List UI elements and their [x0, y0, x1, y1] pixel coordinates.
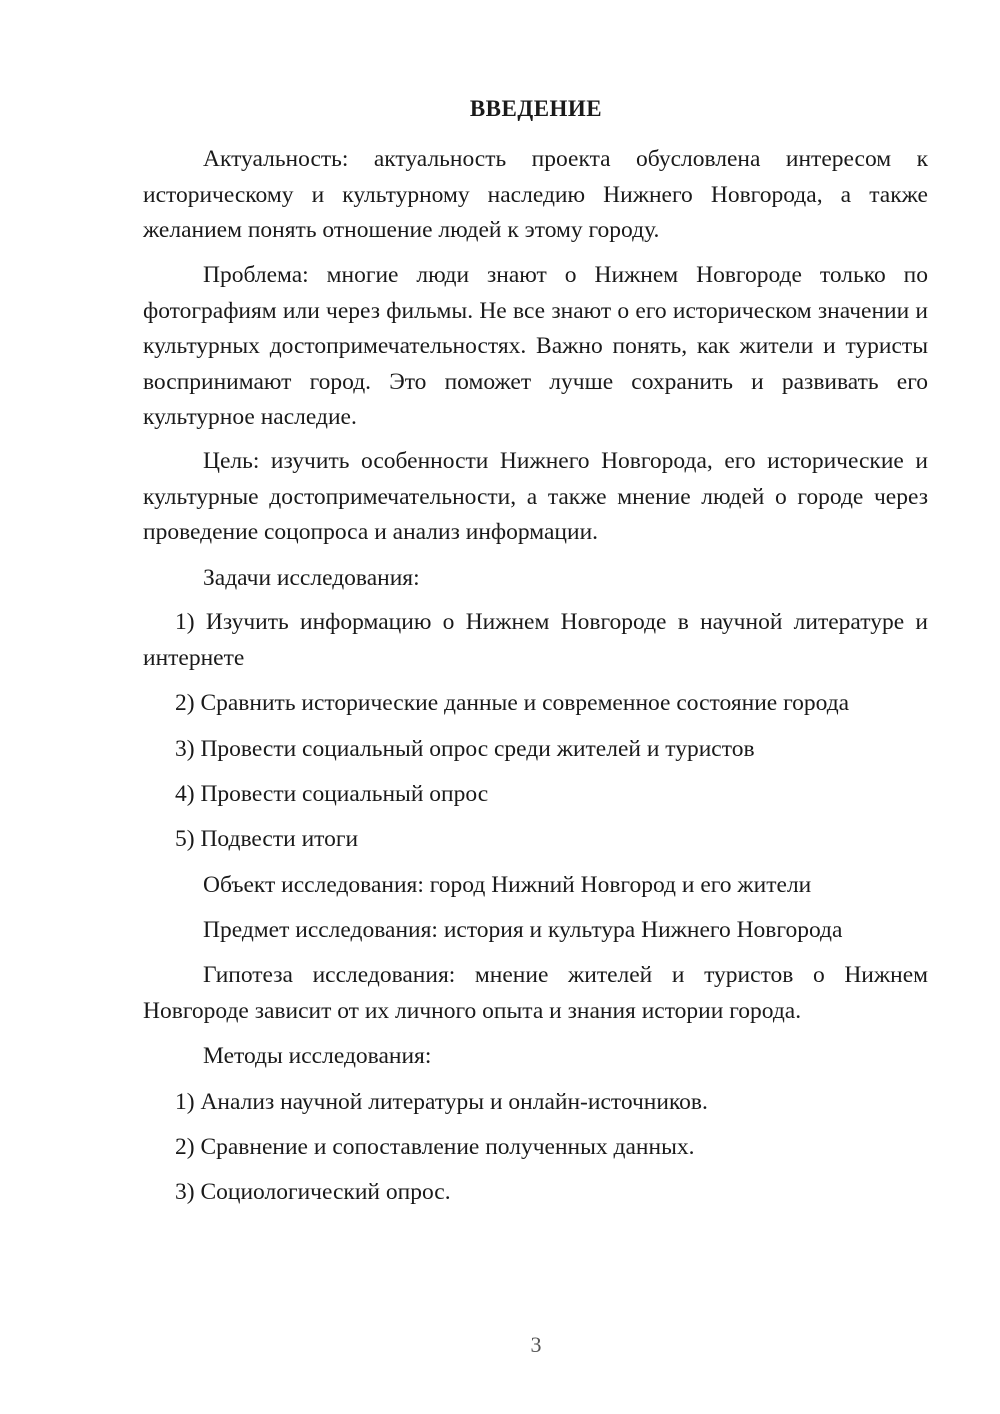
method-item: 2) Сравнение и сопоставление полученных данных.	[175, 1134, 695, 1160]
subject-line: Предмет исследования: история и культура Нижнего Новгорода	[203, 917, 843, 943]
task-item: 1) Изучить информацию о Нижнем Новгороде в научной литературе и интернете	[143, 609, 928, 671]
method-item: 3) Социологический опрос.	[175, 1179, 451, 1205]
page-title: ВВЕДЕНИЕ	[469, 96, 603, 121]
task-item: 4) Провести социальный опрос	[175, 781, 489, 807]
methods-heading: Методы исследования:	[203, 1043, 432, 1069]
problem-paragraph: Проблема: многие люди знают о Нижнем Новгороде только по фотографиям или через фильмы. Не все знают о его историческом значении и культурных достопримечательностях. Важно понять, как жители и туристы воспринимают город. Это поможет лучше сохранить и развивать его культурное наследие.	[143, 262, 928, 430]
method-item: 1) Анализ научной литературы и онлайн-источников.	[175, 1089, 708, 1115]
goal-paragraph: Цель: изучить особенности Нижнего Новгорода, его исторические и культурные достопримечательности, а также мнение людей о городе через проведение соцопроса и анализ информации.	[143, 448, 928, 545]
tasks-heading: Задачи исследования:	[203, 565, 420, 591]
page-number: 3	[530, 1332, 542, 1357]
object-line: Объект исследования: город Нижний Новгород и его жители	[203, 872, 812, 898]
relevance-paragraph: Актуальность: актуальность проекта обусловлена интересом к историческому и культурному наследию Нижнего Новгорода, а также желанием понять отношение людей к этому городу.	[143, 146, 928, 243]
task-item: 3) Провести социальный опрос среди жителей и туристов	[175, 736, 755, 762]
hypothesis-paragraph: Гипотеза исследования: мнение жителей и туристов о Нижнем Новгороде зависит от их личного опыта и знания истории города.	[143, 962, 928, 1024]
task-item: 2) Сравнить исторические данные и современное состояние города	[175, 690, 850, 716]
task-item: 5) Подвести итоги	[175, 826, 359, 852]
